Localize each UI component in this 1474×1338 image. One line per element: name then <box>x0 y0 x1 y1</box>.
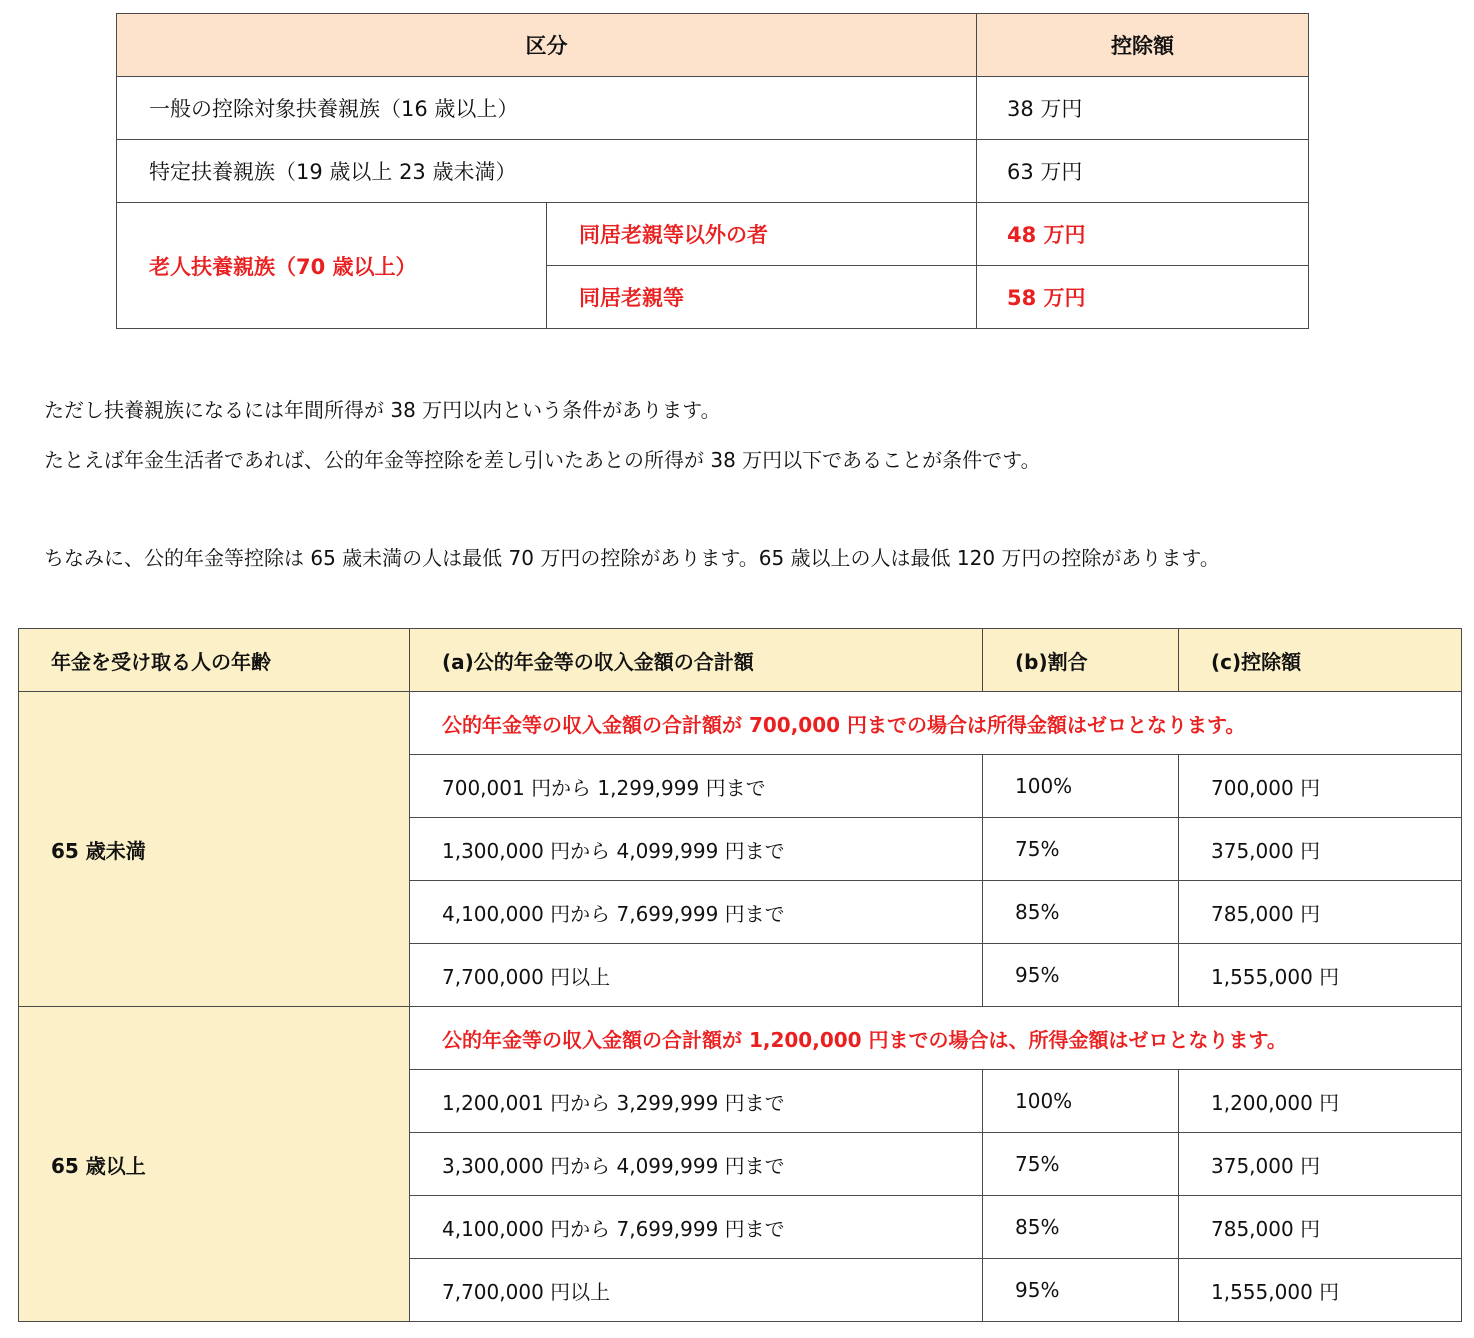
income-range: 4,100,000 円から 7,699,999 円まで <box>410 1196 983 1259</box>
zero-income-note: 公的年金等の収入金額の合計額が 700,000 円までの場合は所得金額はゼロとなります。 <box>410 692 1462 755</box>
header-rate: (b)割合 <box>983 629 1179 692</box>
age-group-65-plus: 65 歳以上 <box>19 1007 410 1322</box>
table-row <box>117 77 1309 140</box>
rate: 95% <box>983 944 1179 1007</box>
rate: 85% <box>983 881 1179 944</box>
zero-income-note: 公的年金等の収入金額の合計額が 1,200,000 円までの場合は、所得金額はゼロとなります。 <box>410 1007 1462 1070</box>
deduction: 785,000 円 <box>1179 881 1462 944</box>
header-age: 年金を受け取る人の年齢 <box>19 629 410 692</box>
deduction: 785,000 円 <box>1179 1196 1462 1259</box>
deduction: 1,555,000 円 <box>1179 1259 1462 1322</box>
income-range: 700,001 円から 1,299,999 円まで <box>410 755 983 818</box>
header-income: (a)公的年金等の収入金額の合計額 <box>410 629 983 692</box>
rate: 75% <box>983 818 1179 881</box>
elderly-sub-label: 同居老親等 <box>547 266 977 329</box>
paragraph-note: ちなみに、公的年金等控除は 65 歳未満の人は最低 70 万円の控除があります。65 歳以上の人は最低 120 万円の控除があります。 <box>44 546 1220 570</box>
rate: 100% <box>983 755 1179 818</box>
header-category: 区分 <box>117 14 977 77</box>
table-header-row <box>19 629 1462 692</box>
header-amount: 控除額 <box>977 14 1309 77</box>
dependent-deduction-table <box>116 13 1309 329</box>
row-category: 特定扶養親族（19 歳以上 23 歳未満） <box>117 140 977 203</box>
table-row <box>117 140 1309 203</box>
age-group-under-65: 65 歳未満 <box>19 692 410 1007</box>
income-range: 7,700,000 円以上 <box>410 944 983 1007</box>
deduction: 375,000 円 <box>1179 818 1462 881</box>
deduction: 375,000 円 <box>1179 1133 1462 1196</box>
rate: 85% <box>983 1196 1179 1259</box>
elderly-sub-amount: 48 万円 <box>977 203 1309 266</box>
header-deduction: (c)控除額 <box>1179 629 1462 692</box>
elderly-category: 老人扶養親族（70 歳以上） <box>117 203 547 329</box>
rate: 95% <box>983 1259 1179 1322</box>
deduction: 1,200,000 円 <box>1179 1070 1462 1133</box>
row-amount: 63 万円 <box>977 140 1309 203</box>
income-range: 7,700,000 円以上 <box>410 1259 983 1322</box>
pension-deduction-table <box>18 628 1462 1322</box>
income-range: 3,300,000 円から 4,099,999 円まで <box>410 1133 983 1196</box>
table-row <box>19 1007 1462 1070</box>
income-range: 1,200,001 円から 3,299,999 円まで <box>410 1070 983 1133</box>
row-amount: 38 万円 <box>977 77 1309 140</box>
paragraph-example: たとえば年金生活者であれば、公的年金等控除を差し引いたあとの所得が 38 万円以下であることが条件です。 <box>44 448 1041 472</box>
elderly-sub-label: 同居老親等以外の者 <box>547 203 977 266</box>
deduction: 1,555,000 円 <box>1179 944 1462 1007</box>
row-category: 一般の控除対象扶養親族（16 歳以上） <box>117 77 977 140</box>
rate: 100% <box>983 1070 1179 1133</box>
table-row <box>117 203 1309 266</box>
elderly-sub-amount: 58 万円 <box>977 266 1309 329</box>
deduction: 700,000 円 <box>1179 755 1462 818</box>
rate: 75% <box>983 1133 1179 1196</box>
paragraph-condition: ただし扶養親族になるには年間所得が 38 万円以内という条件があります。 <box>44 398 721 422</box>
income-range: 4,100,000 円から 7,699,999 円まで <box>410 881 983 944</box>
table-header-row <box>117 14 1309 77</box>
table-row <box>19 692 1462 755</box>
income-range: 1,300,000 円から 4,099,999 円まで <box>410 818 983 881</box>
